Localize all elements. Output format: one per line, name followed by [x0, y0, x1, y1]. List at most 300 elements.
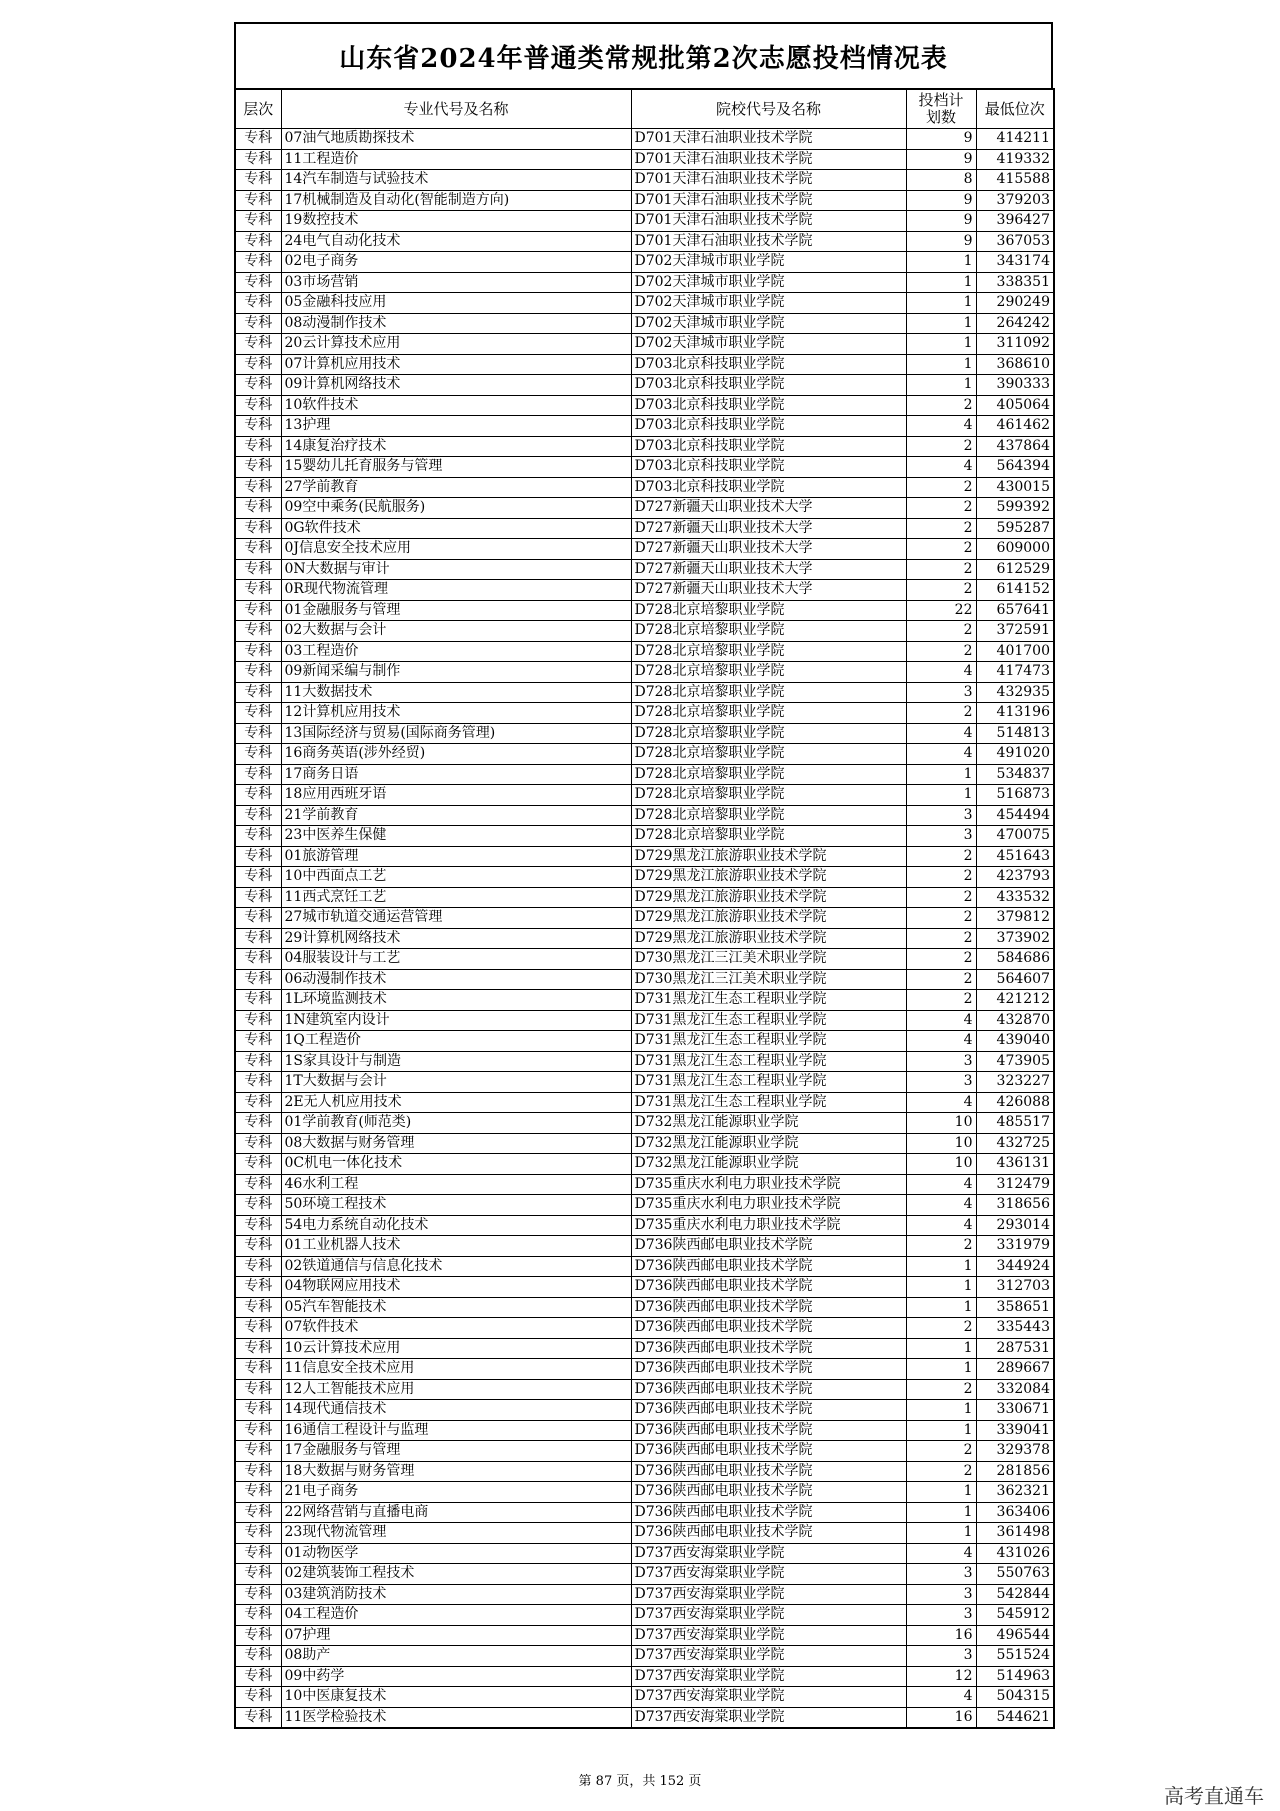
table-row [235, 785, 1054, 806]
cell-rank: 564607 [976, 969, 1054, 990]
cell-school: D736陕西邮电职业技术学院 [631, 1523, 906, 1544]
cell-rank: 432935 [976, 682, 1054, 703]
cell-rank: 311092 [976, 334, 1054, 355]
cell-rank: 433532 [976, 887, 1054, 908]
cell-plan: 2 [906, 846, 976, 867]
cell-plan: 2 [906, 1441, 976, 1462]
cell-rank: 379812 [976, 908, 1054, 929]
cell-plan: 1 [906, 1359, 976, 1380]
cell-level: 专科 [235, 600, 281, 621]
cell-school: D736陕西邮电职业技术学院 [631, 1236, 906, 1257]
cell-level: 专科 [235, 395, 281, 416]
cell-rank: 413196 [976, 703, 1054, 724]
table-row [235, 949, 1054, 970]
cell-plan: 1 [906, 375, 976, 396]
cell-plan: 10 [906, 1113, 976, 1134]
cell-level: 专科 [235, 313, 281, 334]
table-row [235, 190, 1054, 211]
table-row [235, 723, 1054, 744]
cell-major: 13国际经济与贸易(国际商务管理) [281, 723, 631, 744]
cell-school: D728北京培黎职业学院 [631, 764, 906, 785]
table-row [235, 1297, 1054, 1318]
cell-major: 1S家具设计与制造 [281, 1051, 631, 1072]
cell-rank: 264242 [976, 313, 1054, 334]
cell-level: 专科 [235, 949, 281, 970]
cell-major: 02建筑装饰工程技术 [281, 1564, 631, 1585]
cell-school: D729黑龙江旅游职业技术学院 [631, 908, 906, 929]
cell-level: 专科 [235, 1215, 281, 1236]
cell-school: D729黑龙江旅游职业技术学院 [631, 928, 906, 949]
cell-rank: 431026 [976, 1543, 1054, 1564]
cell-rank: 373902 [976, 928, 1054, 949]
cell-school: D736陕西邮电职业技术学院 [631, 1379, 906, 1400]
cell-school: D736陕西邮电职业技术学院 [631, 1318, 906, 1339]
table-row [235, 498, 1054, 519]
cell-plan: 4 [906, 1174, 976, 1195]
cell-major: 08助产 [281, 1646, 631, 1667]
table-row [235, 990, 1054, 1011]
cell-major: 20云计算技术应用 [281, 334, 631, 355]
table-row [235, 1461, 1054, 1482]
cell-rank: 390333 [976, 375, 1054, 396]
cell-major: 29计算机网络技术 [281, 928, 631, 949]
cell-level: 专科 [235, 887, 281, 908]
cell-school: D728北京培黎职业学院 [631, 805, 906, 826]
cell-plan: 2 [906, 949, 976, 970]
cell-rank: 367053 [976, 231, 1054, 252]
cell-level: 专科 [235, 129, 281, 150]
cell-level: 专科 [235, 1666, 281, 1687]
cell-school: D703北京科技职业学院 [631, 395, 906, 416]
cell-rank: 516873 [976, 785, 1054, 806]
header-level: 层次 [235, 89, 281, 129]
cell-school: D728北京培黎职业学院 [631, 682, 906, 703]
cell-plan: 1 [906, 354, 976, 375]
cell-plan: 2 [906, 559, 976, 580]
cell-school: D703北京科技职业学院 [631, 375, 906, 396]
cell-level: 专科 [235, 1625, 281, 1646]
table-row [235, 744, 1054, 765]
cell-school: D736陕西邮电职业技术学院 [631, 1400, 906, 1421]
cell-rank: 491020 [976, 744, 1054, 765]
cell-rank: 312703 [976, 1277, 1054, 1298]
table-row [235, 1605, 1054, 1626]
cell-rank: 335443 [976, 1318, 1054, 1339]
cell-level: 专科 [235, 1400, 281, 1421]
table-row [235, 764, 1054, 785]
cell-plan: 1 [906, 1297, 976, 1318]
cell-rank: 426088 [976, 1092, 1054, 1113]
cell-rank: 323227 [976, 1072, 1054, 1093]
cell-level: 专科 [235, 190, 281, 211]
cell-school: D728北京培黎职业学院 [631, 600, 906, 621]
cell-rank: 461462 [976, 416, 1054, 437]
cell-major: 24电气自动化技术 [281, 231, 631, 252]
cell-school: D736陕西邮电职业技术学院 [631, 1482, 906, 1503]
cell-school: D737西安海棠职业学院 [631, 1543, 906, 1564]
cell-plan: 3 [906, 1564, 976, 1585]
cell-rank: 379203 [976, 190, 1054, 211]
cell-plan: 2 [906, 621, 976, 642]
table-row [235, 1236, 1054, 1257]
cell-level: 专科 [235, 826, 281, 847]
cell-rank: 363406 [976, 1502, 1054, 1523]
cell-level: 专科 [235, 375, 281, 396]
cell-school: D737西安海棠职业学院 [631, 1687, 906, 1708]
cell-plan: 3 [906, 682, 976, 703]
cell-level: 专科 [235, 498, 281, 519]
table-row [235, 293, 1054, 314]
cell-plan: 1 [906, 272, 976, 293]
cell-level: 专科 [235, 1133, 281, 1154]
table-row [235, 313, 1054, 334]
cell-school: D731黑龙江生态工程职业学院 [631, 990, 906, 1011]
table-row [235, 1543, 1054, 1564]
cell-major: 13护理 [281, 416, 631, 437]
cell-rank: 414211 [976, 129, 1054, 150]
cell-major: 17金融服务与管理 [281, 1441, 631, 1462]
cell-school: D736陕西邮电职业技术学院 [631, 1502, 906, 1523]
cell-school: D736陕西邮电职业技术学院 [631, 1256, 906, 1277]
cell-plan: 1 [906, 1338, 976, 1359]
cell-level: 专科 [235, 703, 281, 724]
header-plan-line1: 投档计 [918, 91, 964, 109]
cell-school: D703北京科技职业学院 [631, 477, 906, 498]
cell-plan: 1 [906, 1420, 976, 1441]
cell-plan: 1 [906, 785, 976, 806]
cell-level: 专科 [235, 744, 281, 765]
cell-major: 10中西面点工艺 [281, 867, 631, 888]
cell-major: 21学前教育 [281, 805, 631, 826]
cell-rank: 423793 [976, 867, 1054, 888]
cell-level: 专科 [235, 436, 281, 457]
cell-school: D729黑龙江旅游职业技术学院 [631, 867, 906, 888]
cell-plan: 2 [906, 1461, 976, 1482]
cell-level: 专科 [235, 723, 281, 744]
cell-major: 04物联网应用技术 [281, 1277, 631, 1298]
table-row [235, 682, 1054, 703]
table-row [235, 231, 1054, 252]
table-row [235, 1400, 1054, 1421]
cell-plan: 1 [906, 293, 976, 314]
cell-rank: 657641 [976, 600, 1054, 621]
cell-rank: 281856 [976, 1461, 1054, 1482]
table-row [235, 846, 1054, 867]
cell-plan: 12 [906, 1666, 976, 1687]
cell-school: D727新疆天山职业技术大学 [631, 539, 906, 560]
table-row [235, 1174, 1054, 1195]
cell-school: D728北京培黎职业学院 [631, 621, 906, 642]
table-row [235, 1195, 1054, 1216]
cell-major: 50环境工程技术 [281, 1195, 631, 1216]
cell-level: 专科 [235, 867, 281, 888]
cell-level: 专科 [235, 1543, 281, 1564]
table-row [235, 1031, 1054, 1052]
document-sheet [234, 22, 1053, 1729]
cell-major: 09中药学 [281, 1666, 631, 1687]
cell-rank: 614152 [976, 580, 1054, 601]
cell-rank: 415588 [976, 170, 1054, 191]
table-row [235, 375, 1054, 396]
table-row [235, 1523, 1054, 1544]
table-row [235, 211, 1054, 232]
cell-major: 01工业机器人技术 [281, 1236, 631, 1257]
cell-plan: 1 [906, 1502, 976, 1523]
table-row [235, 1359, 1054, 1380]
cell-school: D701天津石油职业技术学院 [631, 190, 906, 211]
cell-school: D702天津城市职业学院 [631, 334, 906, 355]
cell-plan: 9 [906, 211, 976, 232]
cell-plan: 2 [906, 477, 976, 498]
cell-plan: 2 [906, 703, 976, 724]
cell-plan: 4 [906, 1195, 976, 1216]
cell-level: 专科 [235, 1031, 281, 1052]
cell-plan: 3 [906, 1051, 976, 1072]
cell-plan: 8 [906, 170, 976, 191]
cell-major: 1N建筑室内设计 [281, 1010, 631, 1031]
cell-plan: 9 [906, 231, 976, 252]
cell-school: D731黑龙江生态工程职业学院 [631, 1092, 906, 1113]
cell-school: D736陕西邮电职业技术学院 [631, 1277, 906, 1298]
cell-school: D732黑龙江能源职业学院 [631, 1133, 906, 1154]
cell-plan: 2 [906, 867, 976, 888]
cell-level: 专科 [235, 1687, 281, 1708]
table-row [235, 1010, 1054, 1031]
table-row [235, 1420, 1054, 1441]
cell-major: 01旅游管理 [281, 846, 631, 867]
cell-level: 专科 [235, 1256, 281, 1277]
cell-school: D703北京科技职业学院 [631, 457, 906, 478]
cell-level: 专科 [235, 1482, 281, 1503]
cell-rank: 358651 [976, 1297, 1054, 1318]
cell-major: 11医学检验技术 [281, 1707, 631, 1728]
table-row [235, 1092, 1054, 1113]
table-row [235, 580, 1054, 601]
cell-level: 专科 [235, 1461, 281, 1482]
cell-level: 专科 [235, 641, 281, 662]
cell-school: D735重庆水利电力职业技术学院 [631, 1215, 906, 1236]
cell-major: 1L环境监测技术 [281, 990, 631, 1011]
table-row [235, 1687, 1054, 1708]
cell-plan: 4 [906, 1010, 976, 1031]
cell-major: 17商务日语 [281, 764, 631, 785]
table-body [235, 129, 1054, 1729]
cell-major: 01学前教育(师范类) [281, 1113, 631, 1134]
cell-major: 12计算机应用技术 [281, 703, 631, 724]
cell-plan: 4 [906, 1031, 976, 1052]
cell-plan: 3 [906, 826, 976, 847]
cell-school: D701天津石油职业技术学院 [631, 149, 906, 170]
cell-rank: 362321 [976, 1482, 1054, 1503]
cell-plan: 4 [906, 1215, 976, 1236]
cell-level: 专科 [235, 1236, 281, 1257]
cell-level: 专科 [235, 1564, 281, 1585]
cell-rank: 419332 [976, 149, 1054, 170]
cell-rank: 437864 [976, 436, 1054, 457]
watermark: 高考直通车 [1164, 1784, 1264, 1808]
cell-major: 0R现代物流管理 [281, 580, 631, 601]
cell-rank: 343174 [976, 252, 1054, 273]
cell-rank: 405064 [976, 395, 1054, 416]
cell-school: D727新疆天山职业技术大学 [631, 518, 906, 539]
table-row [235, 1051, 1054, 1072]
cell-school: D735重庆水利电力职业技术学院 [631, 1174, 906, 1195]
cell-plan: 4 [906, 744, 976, 765]
cell-plan: 2 [906, 1379, 976, 1400]
cell-level: 专科 [235, 1318, 281, 1339]
cell-school: D702天津城市职业学院 [631, 272, 906, 293]
cell-major: 1T大数据与会计 [281, 1072, 631, 1093]
cell-level: 专科 [235, 580, 281, 601]
header-rank: 最低位次 [976, 89, 1054, 129]
cell-rank: 599392 [976, 498, 1054, 519]
cell-major: 03市场营销 [281, 272, 631, 293]
cell-plan: 4 [906, 1092, 976, 1113]
cell-school: D736陕西邮电职业技术学院 [631, 1297, 906, 1318]
table-row [235, 518, 1054, 539]
cell-major: 0G软件技术 [281, 518, 631, 539]
cell-level: 专科 [235, 908, 281, 929]
table-row [235, 1379, 1054, 1400]
header-plan [906, 89, 976, 129]
table-row [235, 416, 1054, 437]
cell-school: D702天津城市职业学院 [631, 293, 906, 314]
cell-major: 02大数据与会计 [281, 621, 631, 642]
cell-level: 专科 [235, 149, 281, 170]
table-row [235, 621, 1054, 642]
cell-level: 专科 [235, 1502, 281, 1523]
cell-rank: 473905 [976, 1051, 1054, 1072]
cell-school: D737西安海棠职业学院 [631, 1666, 906, 1687]
cell-major: 01金融服务与管理 [281, 600, 631, 621]
cell-school: D728北京培黎职业学院 [631, 785, 906, 806]
cell-major: 14汽车制造与试验技术 [281, 170, 631, 191]
cell-plan: 2 [906, 887, 976, 908]
table-row [235, 600, 1054, 621]
cell-level: 专科 [235, 334, 281, 355]
cell-level: 专科 [235, 477, 281, 498]
cell-school: D731黑龙江生态工程职业学院 [631, 1051, 906, 1072]
cell-school: D735重庆水利电力职业技术学院 [631, 1195, 906, 1216]
cell-level: 专科 [235, 1338, 281, 1359]
cell-school: D703北京科技职业学院 [631, 416, 906, 437]
cell-plan: 4 [906, 662, 976, 683]
cell-rank: 430015 [976, 477, 1054, 498]
cell-rank: 331979 [976, 1236, 1054, 1257]
cell-plan: 2 [906, 908, 976, 929]
table-row [235, 1666, 1054, 1687]
cell-level: 专科 [235, 1154, 281, 1175]
cell-school: D736陕西邮电职业技术学院 [631, 1338, 906, 1359]
cell-school: D728北京培黎职业学院 [631, 744, 906, 765]
cell-major: 08大数据与财务管理 [281, 1133, 631, 1154]
cell-school: D737西安海棠职业学院 [631, 1605, 906, 1626]
cell-school: D702天津城市职业学院 [631, 313, 906, 334]
cell-plan: 1 [906, 313, 976, 334]
cell-rank: 330671 [976, 1400, 1054, 1421]
cell-level: 专科 [235, 518, 281, 539]
cell-level: 专科 [235, 928, 281, 949]
table-row [235, 1441, 1054, 1462]
cell-major: 05金融科技应用 [281, 293, 631, 314]
cell-level: 专科 [235, 682, 281, 703]
cell-rank: 551524 [976, 1646, 1054, 1667]
cell-major: 0J信息安全技术应用 [281, 539, 631, 560]
cell-plan: 16 [906, 1707, 976, 1728]
cell-level: 专科 [235, 1420, 281, 1441]
cell-rank: 332084 [976, 1379, 1054, 1400]
cell-major: 16通信工程设计与监理 [281, 1420, 631, 1441]
cell-school: D701天津石油职业技术学院 [631, 170, 906, 191]
cell-level: 专科 [235, 416, 281, 437]
cell-rank: 451643 [976, 846, 1054, 867]
cell-rank: 338351 [976, 272, 1054, 293]
cell-major: 04工程造价 [281, 1605, 631, 1626]
cell-rank: 421212 [976, 990, 1054, 1011]
cell-rank: 470075 [976, 826, 1054, 847]
cell-level: 专科 [235, 1441, 281, 1462]
cell-level: 专科 [235, 1646, 281, 1667]
cell-school: D727新疆天山职业技术大学 [631, 498, 906, 519]
cell-level: 专科 [235, 211, 281, 232]
cell-level: 专科 [235, 621, 281, 642]
cell-major: 11工程造价 [281, 149, 631, 170]
header-school: 院校代号及名称 [631, 89, 906, 129]
cell-school: D731黑龙江生态工程职业学院 [631, 1010, 906, 1031]
cell-rank: 287531 [976, 1338, 1054, 1359]
cell-plan: 2 [906, 539, 976, 560]
cell-plan: 1 [906, 1277, 976, 1298]
table-row [235, 969, 1054, 990]
cell-major: 09新闻采编与制作 [281, 662, 631, 683]
table-row [235, 1625, 1054, 1646]
cell-major: 01动物医学 [281, 1543, 631, 1564]
page-title: 山东省2024年普通类常规批第2次志愿投档情况表 [339, 43, 948, 74]
cell-plan: 16 [906, 1625, 976, 1646]
cell-rank: 432870 [976, 1010, 1054, 1031]
cell-level: 专科 [235, 990, 281, 1011]
cell-school: D728北京培黎职业学院 [631, 641, 906, 662]
cell-school: D730黑龙江三江美术职业学院 [631, 949, 906, 970]
cell-major: 06动漫制作技术 [281, 969, 631, 990]
cell-major: 10软件技术 [281, 395, 631, 416]
cell-level: 专科 [235, 805, 281, 826]
cell-plan: 9 [906, 129, 976, 150]
cell-level: 专科 [235, 1379, 281, 1400]
cell-major: 16商务英语(涉外经贸) [281, 744, 631, 765]
cell-school: D736陕西邮电职业技术学院 [631, 1420, 906, 1441]
cell-school: D737西安海棠职业学院 [631, 1707, 906, 1728]
cell-major: 27学前教育 [281, 477, 631, 498]
cell-plan: 4 [906, 457, 976, 478]
cell-level: 专科 [235, 457, 281, 478]
cell-major: 07护理 [281, 1625, 631, 1646]
table-row [235, 354, 1054, 375]
cell-level: 专科 [235, 1072, 281, 1093]
table-row [235, 149, 1054, 170]
cell-school: D732黑龙江能源职业学院 [631, 1113, 906, 1134]
cell-rank: 544621 [976, 1707, 1054, 1728]
title-box [234, 22, 1053, 88]
table-row [235, 334, 1054, 355]
cell-plan: 2 [906, 518, 976, 539]
cell-major: 2E无人机应用技术 [281, 1092, 631, 1113]
cell-major: 54电力系统自动化技术 [281, 1215, 631, 1236]
cell-plan: 4 [906, 1543, 976, 1564]
cell-plan: 2 [906, 990, 976, 1011]
cell-major: 12人工智能技术应用 [281, 1379, 631, 1400]
cell-major: 19数控技术 [281, 211, 631, 232]
